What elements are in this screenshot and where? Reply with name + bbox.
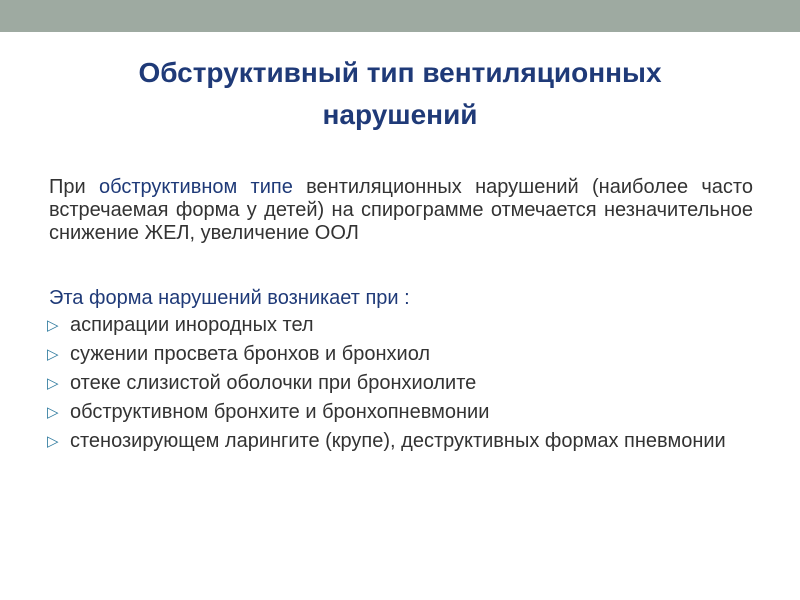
- triangle-bullet-icon: ▷: [47, 375, 59, 392]
- list-item: [47, 371, 753, 395]
- condition-list: [47, 313, 753, 458]
- slide-title-line-2: нарушений: [322, 99, 478, 130]
- list-lead: Эта форма нарушений возникает при :: [49, 287, 410, 309]
- list-item-text: стенозирующем ларингите (крупе), деструктивных формах пневмонии: [70, 430, 726, 452]
- intro-paragraph: [49, 176, 753, 245]
- list-item: [47, 313, 753, 337]
- triangle-bullet-icon: ▷: [47, 404, 59, 421]
- intro-text-rest: вентиляционных нарушений (наиболее часто встречаемая форма у детей) на спирограмме отмечается незначительное снижение ЖЕЛ, увеличение ООЛ: [49, 176, 753, 244]
- list-item-text: обструктивном бронхите и бронхопневмонии: [70, 401, 490, 423]
- intro-highlight: обструктивном типе: [98, 176, 293, 198]
- list-item: [47, 342, 753, 366]
- intro-text-start: При: [49, 176, 99, 198]
- triangle-bullet-icon: ▷: [47, 317, 59, 334]
- list-item: [47, 400, 753, 424]
- triangle-bullet-icon: ▷: [47, 346, 59, 363]
- triangle-bullet-icon: ▷: [47, 433, 59, 450]
- slide-title: [0, 52, 800, 136]
- list-item: [47, 429, 753, 453]
- list-item-text: сужении просвета бронхов и бронхиол: [70, 343, 431, 365]
- slide-title-line-1: Обструктивный тип вентиляционных: [138, 57, 662, 88]
- list-item-text: отеке слизистой оболочки при бронхиолите: [70, 372, 477, 394]
- top-decor-bar: [0, 0, 800, 32]
- list-item-text: аспирации инородных тел: [70, 314, 314, 336]
